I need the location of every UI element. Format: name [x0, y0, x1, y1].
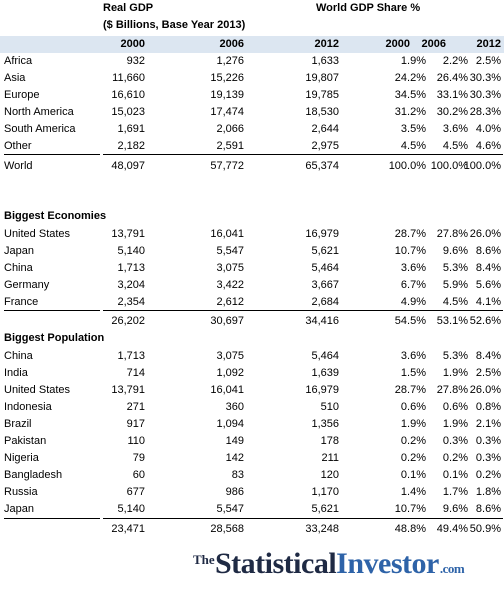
population-gdp-2000-cell: 79: [132, 452, 145, 464]
population-label-cell: Bangladesh: [4, 469, 63, 481]
population-share-2000-cell: 10.7%: [394, 503, 426, 515]
column-header-row: [0, 36, 504, 53]
economies-gdp-2006-cell: 16,041: [210, 228, 244, 240]
economies-label-cell: United States: [4, 228, 71, 240]
population-share-2006-cell: 27.8%: [436, 384, 468, 396]
economies-label-cell: France: [4, 296, 39, 308]
population-share-2012-cell: 0.8%: [475, 401, 501, 413]
logo-com: .com: [439, 561, 465, 576]
population-share-2006-cell: 9.6%: [442, 503, 468, 515]
economies-gdp-2012-cell: 3,667: [311, 279, 339, 291]
population-share-2012-cell: 2.1%: [475, 418, 501, 430]
population-gdp-2006-cell: 83: [231, 469, 244, 481]
economies-share-2006-cell: 9.6%: [442, 245, 468, 257]
table-row: [0, 382, 504, 399]
regions-label-cell: Africa: [4, 55, 33, 67]
population-gdp-2006-cell: 3,075: [216, 350, 244, 362]
regions-gdp-2006-cell: 2,591: [216, 140, 244, 152]
regions-share-2006-cell: 30.2%: [436, 106, 468, 118]
population-share-2012-cell: 8.4%: [475, 350, 501, 362]
economies-share-2012-cell: 4.1%: [475, 296, 501, 308]
regions-label-cell: World: [4, 160, 33, 172]
table-row: [0, 70, 504, 87]
population-gdp-2012-cell: 510: [320, 401, 339, 413]
population-share-2006-cell: 1.9%: [442, 418, 468, 430]
population-share-2000-cell: 0.2%: [400, 452, 426, 464]
col-header-gdp-2006: 2006: [219, 38, 244, 50]
population-gdp-2000-cell: 60: [132, 469, 145, 481]
population-gdp-2000-cell: 5,140: [117, 503, 145, 515]
economies-gdp-2000-cell: 13,791: [111, 228, 145, 240]
population-gdp-2012-cell: 16,979: [305, 384, 339, 396]
population-gdp-2012-cell: 5,621: [311, 503, 339, 515]
population-gdp-2000-cell: 110: [127, 435, 145, 447]
table-row: [0, 433, 504, 450]
regions-share-2000-cell: 4.5%: [400, 140, 426, 152]
economies-gdp-2012-cell: 2,684: [311, 296, 339, 308]
population-label-cell: Russia: [4, 486, 38, 498]
table-row: [0, 243, 504, 260]
population-share-2006-cell: 0.2%: [442, 452, 468, 464]
table-row: [0, 416, 504, 433]
population-share-2012-cell: 8.6%: [475, 503, 501, 515]
economies-share-2012-cell: 52.6%: [469, 315, 501, 327]
regions-gdp-2000-cell: 48,097: [111, 160, 145, 172]
regions-label-cell: South America: [4, 123, 76, 135]
economies-share-2006-cell: 27.8%: [436, 228, 468, 240]
population-gdp-2000-cell: 13,791: [111, 384, 145, 396]
economies-gdp-2006-cell: 3,075: [216, 262, 244, 274]
population-gdp-2000-cell: 23,471: [111, 523, 145, 535]
regions-share-2012-cell: 100.0%: [463, 160, 501, 172]
population-share-2006-cell: 5.3%: [442, 350, 468, 362]
total-underline: [103, 310, 503, 311]
regions-gdp-2000-cell: 932: [126, 55, 145, 67]
total-underline: [103, 518, 503, 519]
population-share-2006-cell: 1.7%: [442, 486, 468, 498]
economies-share-2006-cell: 53.1%: [436, 315, 468, 327]
regions-gdp-2000-cell: 15,023: [111, 106, 145, 118]
table-row: [0, 501, 504, 518]
economies-gdp-2006-cell: 30,697: [210, 315, 244, 327]
population-share-2000-cell: 28.7%: [394, 384, 426, 396]
total-row: [0, 313, 504, 330]
regions-gdp-2006-cell: 1,276: [216, 55, 244, 67]
population-gdp-2006-cell: 149: [225, 435, 244, 447]
population-gdp-2000-cell: 714: [126, 367, 145, 379]
regions-gdp-2012-cell: 2,644: [311, 123, 339, 135]
regions-share-2012-cell: 4.6%: [475, 140, 501, 152]
population-gdp-2006-cell: 16,041: [210, 384, 244, 396]
regions-share-2012-cell: 28.3%: [469, 106, 501, 118]
population-share-2006-cell: 49.4%: [436, 523, 468, 535]
population-share-2012-cell: 50.9%: [469, 523, 501, 535]
population-label-cell: Nigeria: [4, 452, 39, 464]
regions-share-2000-cell: 24.2%: [394, 72, 426, 84]
population-share-2006-cell: 1.9%: [442, 367, 468, 379]
economies-gdp-2012-cell: 34,416: [305, 315, 339, 327]
regions-gdp-2000-cell: 2,182: [117, 140, 145, 152]
regions-gdp-2006-cell: 2,066: [216, 123, 244, 135]
population-gdp-2012-cell: 211: [321, 452, 339, 464]
real-gdp-title: Real GDP: [103, 2, 154, 14]
col-header-gdp-2000: 2000: [120, 38, 145, 50]
population-share-2012-cell: 1.8%: [475, 486, 501, 498]
logo-investor: Investor: [336, 547, 439, 580]
economies-share-2006-cell: 5.3%: [442, 262, 468, 274]
regions-label-cell: North America: [4, 106, 74, 118]
col-header-gdp-2012: 2012: [314, 38, 339, 50]
total-underline: [4, 310, 100, 311]
regions-share-2012-cell: 4.0%: [475, 123, 501, 135]
population-gdp-2006-cell: 1,094: [216, 418, 244, 430]
total-underline: [103, 154, 503, 155]
table-row: [0, 450, 504, 467]
regions-share-2006-cell: 4.5%: [442, 140, 468, 152]
population-gdp-2000-cell: 271: [126, 401, 145, 413]
economies-share-2012-cell: 8.4%: [475, 262, 501, 274]
population-gdp-2012-cell: 1,356: [311, 418, 339, 430]
economies-share-2000-cell: 3.6%: [400, 262, 426, 274]
regions-label-cell: Asia: [4, 72, 26, 84]
population-share-2012-cell: 2.5%: [475, 367, 501, 379]
population-gdp-2012-cell: 33,248: [305, 523, 339, 535]
population-label-cell: Pakistan: [4, 435, 47, 447]
population-gdp-2012-cell: 1,170: [311, 486, 339, 498]
population-share-2000-cell: 1.5%: [400, 367, 426, 379]
economies-share-2012-cell: 8.6%: [475, 245, 501, 257]
population-gdp-2006-cell: 142: [225, 452, 244, 464]
population-title: Biggest Population: [4, 332, 105, 344]
economies-share-2000-cell: 10.7%: [394, 245, 426, 257]
population-share-2006-cell: 0.1%: [442, 469, 468, 481]
population-share-2006-cell: 0.6%: [442, 401, 468, 413]
economies-gdp-2000-cell: 3,204: [117, 279, 145, 291]
regions-gdp-2012-cell: 2,975: [311, 140, 339, 152]
total-row: [0, 158, 504, 175]
population-label-cell: Brazil: [4, 418, 32, 430]
population-gdp-2012-cell: 178: [320, 435, 339, 447]
population-share-2000-cell: 0.6%: [400, 401, 426, 413]
table-row: [0, 294, 504, 311]
economies-gdp-2000-cell: 2,354: [117, 296, 145, 308]
statistical-investor-logo: [0, 546, 504, 589]
real-gdp-subtitle: ($ Billions, Base Year 2013): [103, 19, 246, 31]
population-share-2000-cell: 0.1%: [400, 469, 426, 481]
regions-share-2000-cell: 3.5%: [400, 123, 426, 135]
total-row: [0, 521, 504, 538]
regions-share-2012-cell: 2.5%: [475, 55, 501, 67]
population-share-2000-cell: 1.9%: [400, 418, 426, 430]
economies-share-2006-cell: 4.5%: [442, 296, 468, 308]
regions-gdp-2000-cell: 16,610: [111, 89, 145, 101]
population-label-cell: China: [4, 350, 33, 362]
economies-gdp-2006-cell: 3,422: [216, 279, 244, 291]
population-share-2012-cell: 26.0%: [469, 384, 501, 396]
regions-share-2006-cell: 100.0%: [430, 160, 468, 172]
table-row: [0, 121, 504, 138]
regions-share-2000-cell: 1.9%: [400, 55, 426, 67]
economies-gdp-2000-cell: 5,140: [117, 245, 145, 257]
economies-share-2000-cell: 28.7%: [394, 228, 426, 240]
population-gdp-2006-cell: 360: [225, 401, 244, 413]
table-row: [0, 104, 504, 121]
economies-title: Biggest Economies: [4, 210, 107, 222]
economies-gdp-2012-cell: 16,979: [305, 228, 339, 240]
regions-share-2000-cell: 34.5%: [394, 89, 426, 101]
economies-gdp-2006-cell: 5,547: [216, 245, 244, 257]
population-share-2000-cell: 48.8%: [394, 523, 426, 535]
regions-gdp-2012-cell: 19,807: [305, 72, 339, 84]
total-underline: [4, 518, 100, 519]
regions-label-cell: Europe: [4, 89, 40, 101]
economies-share-2012-cell: 5.6%: [475, 279, 501, 291]
population-gdp-2006-cell: 28,568: [210, 523, 244, 535]
regions-gdp-2012-cell: 65,374: [305, 160, 339, 172]
regions-share-2006-cell: 2.2%: [442, 55, 468, 67]
table-row: [0, 399, 504, 416]
table-row: [0, 484, 504, 501]
population-share-2012-cell: 0.2%: [475, 469, 501, 481]
table-row: [0, 53, 504, 70]
regions-share-2012-cell: 30.3%: [469, 89, 501, 101]
regions-gdp-2006-cell: 15,226: [210, 72, 244, 84]
regions-share-2006-cell: 33.1%: [436, 89, 468, 101]
table-row: [0, 365, 504, 382]
share-title: World GDP Share %: [316, 2, 421, 14]
economies-label-cell: Japan: [4, 245, 34, 257]
population-gdp-2006-cell: 5,547: [216, 503, 244, 515]
regions-gdp-2006-cell: 57,772: [210, 160, 244, 172]
regions-share-2000-cell: 31.2%: [394, 106, 426, 118]
population-gdp-2000-cell: 917: [126, 418, 145, 430]
economies-share-2012-cell: 26.0%: [469, 228, 501, 240]
population-gdp-2000-cell: 1,713: [117, 350, 145, 362]
economies-gdp-2000-cell: 26,202: [111, 315, 145, 327]
economies-share-2006-cell: 5.9%: [442, 279, 468, 291]
population-share-2000-cell: 1.4%: [400, 486, 426, 498]
regions-share-2000-cell: 100.0%: [388, 160, 426, 172]
col-header-share-2000: 2000: [385, 38, 410, 50]
population-share-2000-cell: 3.6%: [400, 350, 426, 362]
table-row: [0, 260, 504, 277]
logo-the: The: [193, 552, 215, 567]
regions-share-2006-cell: 3.6%: [442, 123, 468, 135]
economies-gdp-2000-cell: 1,713: [117, 262, 145, 274]
population-label-cell: Indonesia: [4, 401, 52, 413]
regions-share-2006-cell: 26.4%: [436, 72, 468, 84]
table-row: [0, 87, 504, 104]
col-header-share-2012: 2012: [476, 38, 501, 50]
economies-gdp-2006-cell: 2,612: [216, 296, 244, 308]
economies-share-2000-cell: 6.7%: [400, 279, 426, 291]
economies-label-cell: China: [4, 262, 33, 274]
population-label-cell: United States: [4, 384, 71, 396]
regions-gdp-2012-cell: 19,785: [305, 89, 339, 101]
population-gdp-2000-cell: 677: [126, 486, 145, 498]
table-row: [0, 226, 504, 243]
regions-gdp-2012-cell: 18,530: [305, 106, 339, 118]
population-gdp-2012-cell: 120: [320, 469, 339, 481]
regions-gdp-2000-cell: 1,691: [117, 123, 145, 135]
population-label-cell: India: [4, 367, 28, 379]
regions-label-cell: Other: [4, 140, 32, 152]
regions-gdp-2006-cell: 19,139: [210, 89, 244, 101]
population-share-2012-cell: 0.3%: [475, 435, 501, 447]
col-header-share-2006: 2006: [421, 38, 446, 50]
logo-wordmark: [215, 547, 464, 581]
regions-share-2012-cell: 30.3%: [469, 72, 501, 84]
economies-share-2000-cell: 4.9%: [400, 296, 426, 308]
regions-gdp-2006-cell: 17,474: [210, 106, 244, 118]
regions-gdp-2000-cell: 11,660: [112, 72, 145, 84]
population-share-2000-cell: 0.2%: [400, 435, 426, 447]
population-share-2006-cell: 0.3%: [442, 435, 468, 447]
economies-share-2000-cell: 54.5%: [394, 315, 426, 327]
population-label-cell: Japan: [4, 503, 34, 515]
table-row: [0, 467, 504, 484]
population-gdp-2006-cell: 986: [225, 486, 244, 498]
table-row: [0, 348, 504, 365]
population-gdp-2006-cell: 1,092: [216, 367, 244, 379]
economies-gdp-2012-cell: 5,621: [311, 245, 339, 257]
economies-gdp-2012-cell: 5,464: [311, 262, 339, 274]
economies-label-cell: Germany: [4, 279, 50, 291]
regions-gdp-2012-cell: 1,633: [311, 55, 339, 67]
population-gdp-2012-cell: 5,464: [311, 350, 339, 362]
table-row: [0, 277, 504, 294]
population-share-2012-cell: 0.3%: [475, 452, 501, 464]
total-underline: [4, 154, 100, 155]
table-row: [0, 138, 504, 155]
population-gdp-2012-cell: 1,639: [311, 367, 339, 379]
logo-statistical: Statistical: [215, 547, 337, 580]
